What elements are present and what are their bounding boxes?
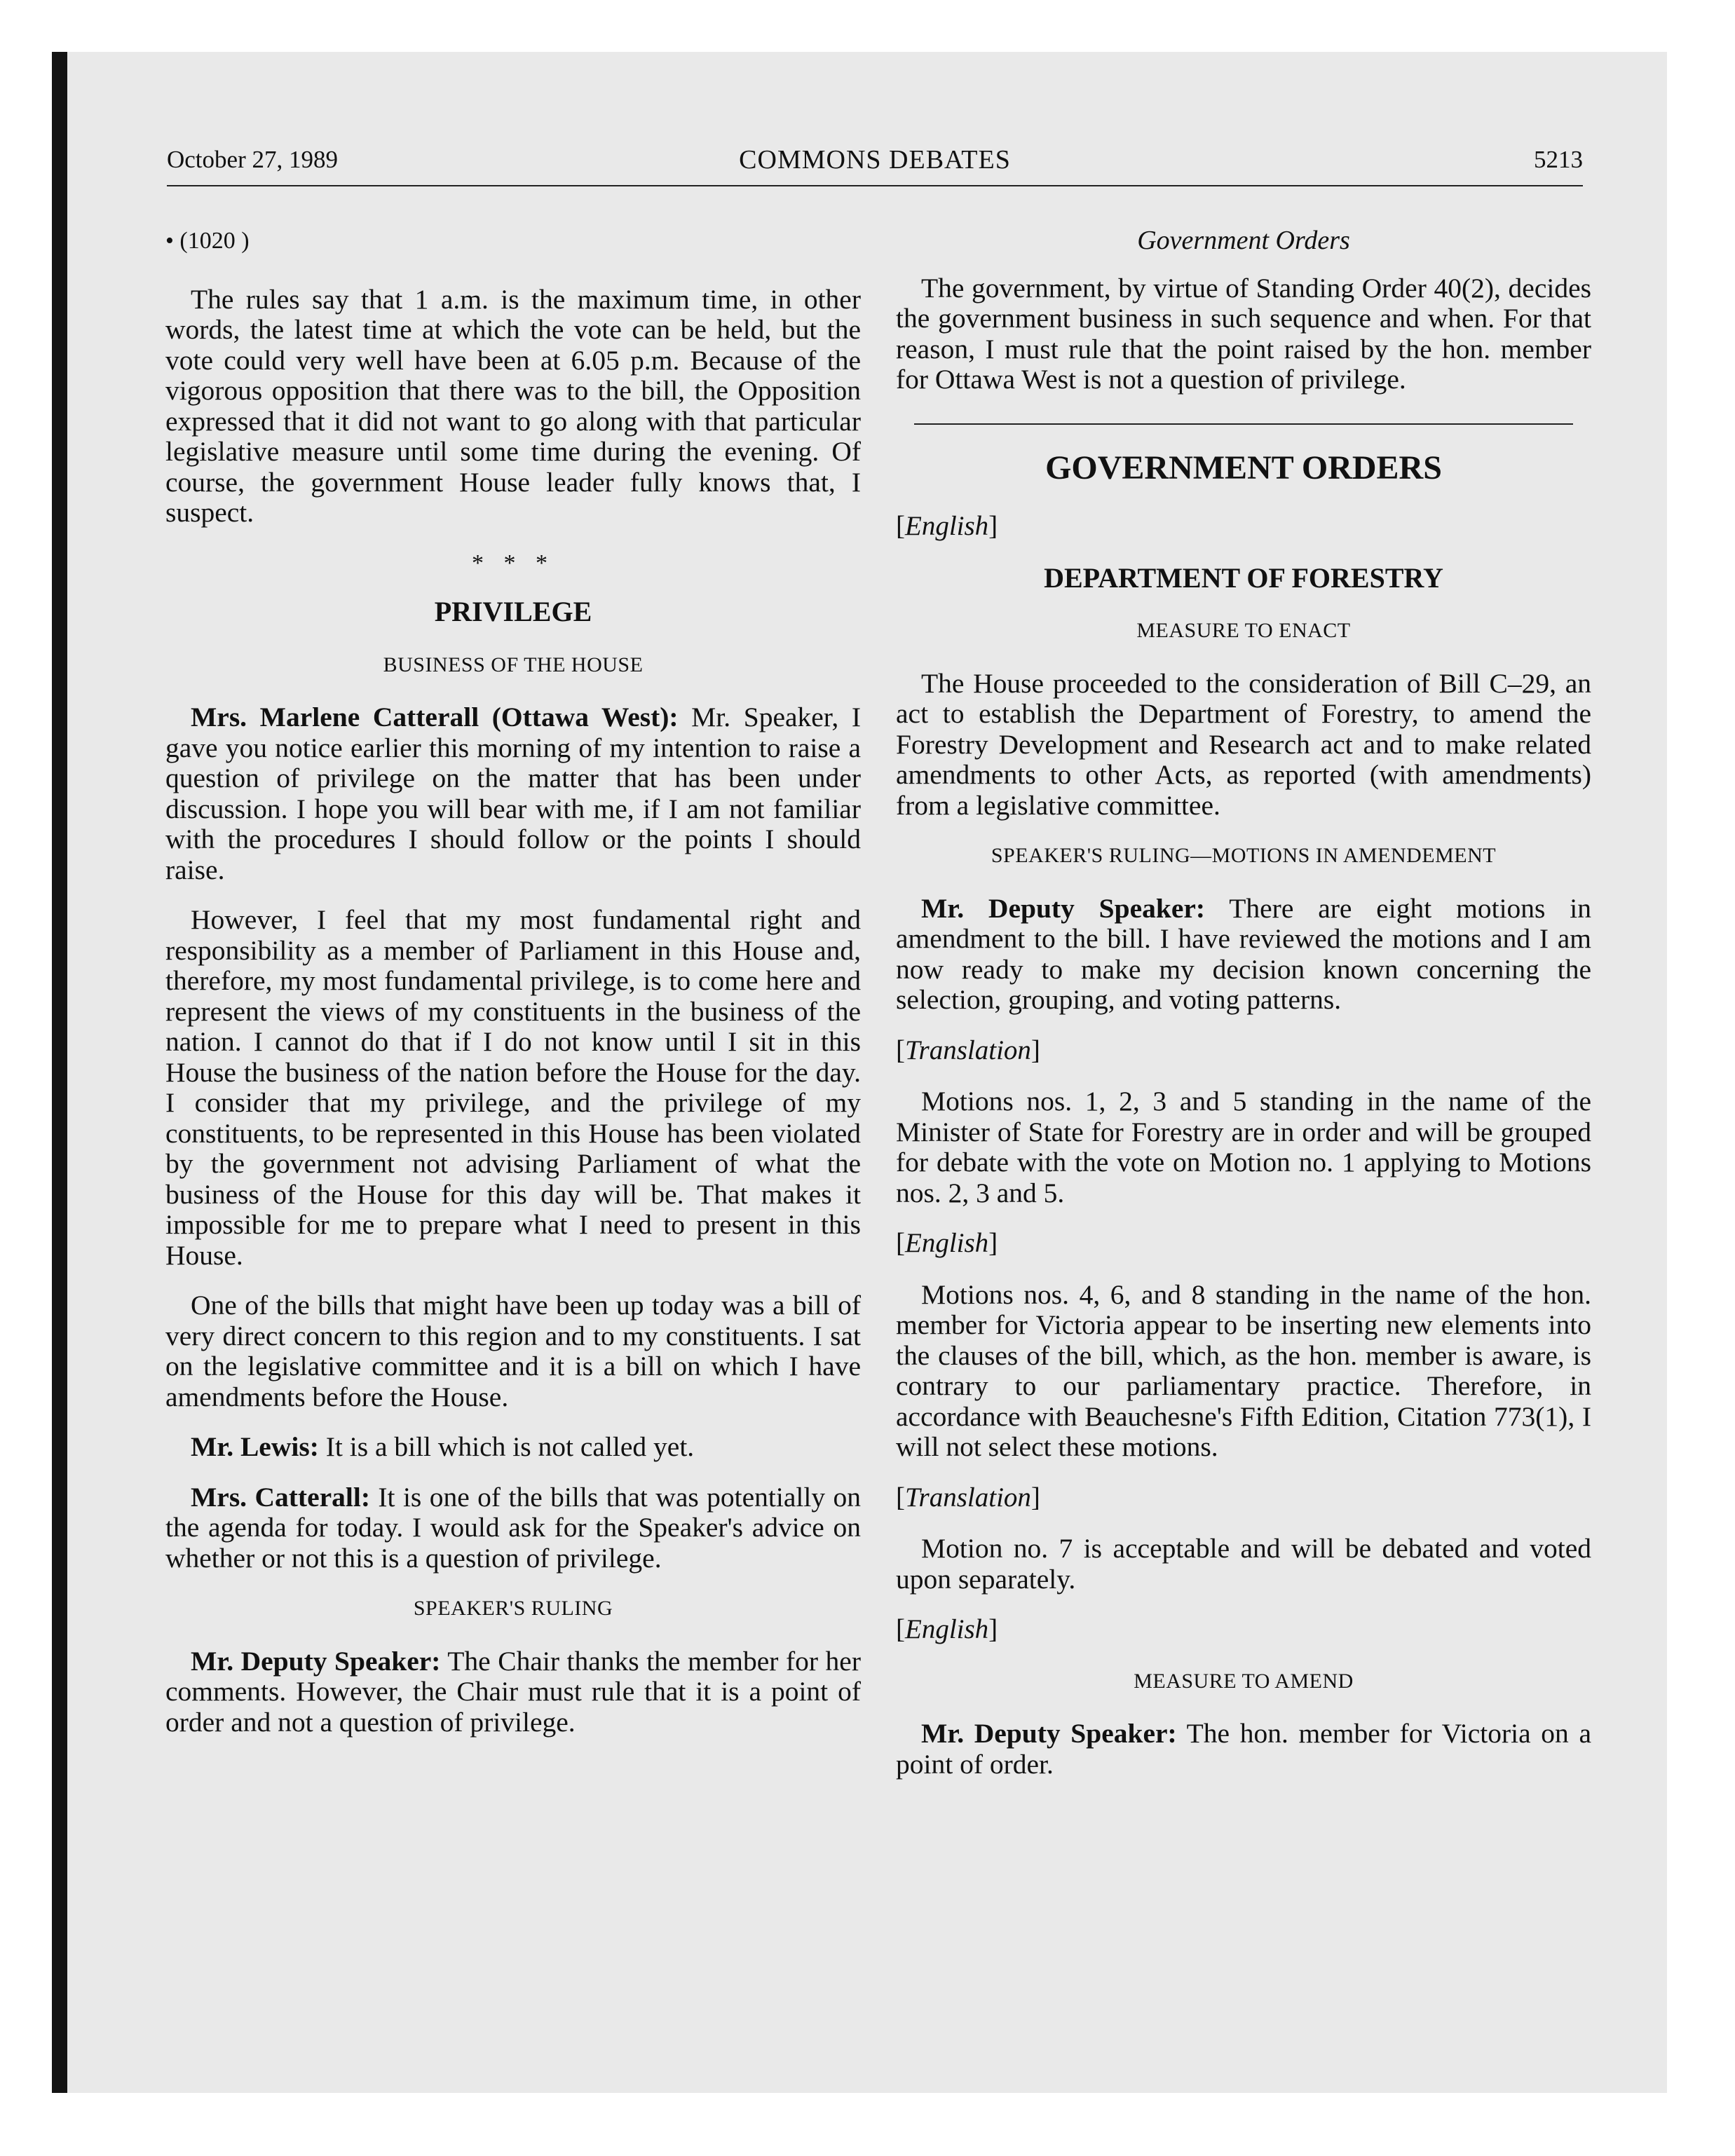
paragraph: Motions nos. 4, 6, and 8 standing in the name of the hon. member for Victoria appear to be inserting new elements into the clauses of the bill, which, as the hon. member is aware, is contrary to our parliamentary practice. Therefore, in accordance with Beauchesne's Fifth Edition, Citation 773(1), I will not select these motions. xyxy=(896,1278,1591,1462)
subheading-measure-to-enact: MEASURE TO ENACT xyxy=(1136,619,1351,642)
heading-privilege: PRIVILEGE xyxy=(434,596,592,627)
paragraph xyxy=(896,1719,1591,1780)
language-note: [English] xyxy=(896,1614,998,1644)
paragraph: The government, by virtue of Standing Order 40(2), decides the government business in such sequence and when. For that reason, I must rule that the point raised by the hon. member for Ottawa West is not a question of privilege. xyxy=(896,272,1591,395)
paragraph xyxy=(165,1646,861,1738)
speech-text: It is a bill which is not called yet. xyxy=(325,1431,695,1462)
speaker-name: Mr. Deputy Speaker: xyxy=(921,1718,1177,1749)
language-label: English xyxy=(905,511,989,541)
language-note: [Translation] xyxy=(896,1035,1040,1065)
speech-text: There are eight motions in amendment to the bill. I have reviewed the motions and I am now ready to make my decision known concerning the selection, grouping, and voting patterns. xyxy=(896,892,1591,1015)
section-separator: * * * xyxy=(472,550,554,576)
paragraph: One of the bills that might have been up today was a bill of very direct concern to this region and to my constituents. I sat on the legislative committee and it is a bill on which I have amendments before the House. xyxy=(165,1290,861,1412)
speaker-name: Mrs. Marlene Catterall (Ottawa West): xyxy=(191,702,679,732)
right-column xyxy=(896,226,1591,1799)
paragraph: The rules say that 1 a.m. is the maximum time, in other words, the latest time at which the vote can be held, but the vote could very well have been at 6.05 p.m. Because of the vigorous opposition that there was to the bill, the Opposition expressed that it did not want to go along with that particular legislative measure until some time during the evening. Of course, the government House leader fully knows that, I suspect. xyxy=(165,283,861,528)
paragraph: Motions nos. 1, 2, 3 and 5 standing in the name of the Minister of State for Forestry are in order and will be grouped for debate with the vote on Motion no. 1 applying to Motions nos. 2, 3 and 5. xyxy=(896,1086,1591,1208)
speech-text: The Chair thanks the member for her comments. However, the Chair must rule that it is a point of order and not a question of privilege. xyxy=(165,1645,861,1738)
speech-text: The hon. member for Victoria on a point of order. xyxy=(896,1718,1591,1780)
heading-government-orders: GOVERNMENT ORDERS xyxy=(1045,449,1442,486)
paragraph: Motion no. 7 is acceptable and will be debated and voted upon separately. xyxy=(896,1533,1591,1595)
paragraph: The House proceeded to the consideration of Bill C–29, an act to establish the Department of Forestry, to amend the Forestry Development and Research act and to make related amendments to other Acts, as reported (with amendments) from a legislative committee. xyxy=(896,667,1591,821)
scan-edge-shadow xyxy=(52,52,67,2093)
italic-section-heading: Government Orders xyxy=(1137,226,1350,255)
header-date: October 27, 1989 xyxy=(167,146,338,173)
language-label: English xyxy=(905,1614,989,1644)
speech-text: It is one of the bills that was potentially on the agenda for today. I would ask for the Speaker's advice on whether or not this is a question of privilege. xyxy=(165,1481,861,1574)
paragraph xyxy=(896,894,1591,1016)
heading-department-of-forestry: DEPARTMENT OF FORESTRY xyxy=(1044,561,1443,594)
language-note: [Translation] xyxy=(896,1482,1040,1513)
language-note: [English] xyxy=(896,511,998,541)
language-label: Translation xyxy=(905,1035,1031,1065)
paragraph xyxy=(165,1432,861,1463)
speaker-name: Mr. Deputy Speaker: xyxy=(921,892,1206,924)
subheading-measure-to-amend: MEASURE TO AMEND xyxy=(1134,1669,1354,1693)
language-note: [English] xyxy=(896,1228,998,1258)
paragraph: However, I feel that my most fundamental right and responsibility as a member of Parliament in this House and, therefore, my most fundamental privilege, is to come here and represent the views of my constituents in the business of the nation. I cannot do that if I do not know until I sit in this House the business of the nation before the House for the day. I consider that my privilege, and the privilege of my constituents, to be represented in this House has been violated by the government not advising Parliament of what the business of the House for this day will be. That makes it impossible for me to prepare what I need to present in this House. xyxy=(165,904,861,1271)
paragraph xyxy=(165,1482,861,1574)
running-header xyxy=(167,140,1583,186)
speaker-name: Mr. Deputy Speaker: xyxy=(191,1645,441,1677)
language-label: English xyxy=(905,1228,989,1258)
speech-text: Mr. Speaker, I gave you notice earlier this morning of my intention to raise a question of privilege on the matter that has been under discussion. I hope you will bear with me, if I am not familiar with the procedures I should follow or the points I should raise. xyxy=(165,702,862,885)
header-page-number: 5213 xyxy=(1534,146,1583,173)
speaker-name: Mr. Lewis: xyxy=(191,1431,319,1462)
paragraph xyxy=(165,702,861,885)
subheading-business: BUSINESS OF THE HOUSE xyxy=(383,653,644,676)
speaker-name: Mrs. Catterall: xyxy=(191,1481,370,1513)
section-divider xyxy=(914,423,1573,425)
subheading-speakers-ruling-motions: SPEAKER'S RULING—MOTIONS IN AMENDEMENT xyxy=(991,844,1497,867)
language-label: Translation xyxy=(905,1482,1031,1513)
time-marker: • (1020 ) xyxy=(165,228,250,254)
subheading-speakers-ruling: SPEAKER'S RULING xyxy=(413,1597,613,1620)
header-title: COMMONS DEBATES xyxy=(739,145,1011,175)
left-column xyxy=(165,226,861,1757)
